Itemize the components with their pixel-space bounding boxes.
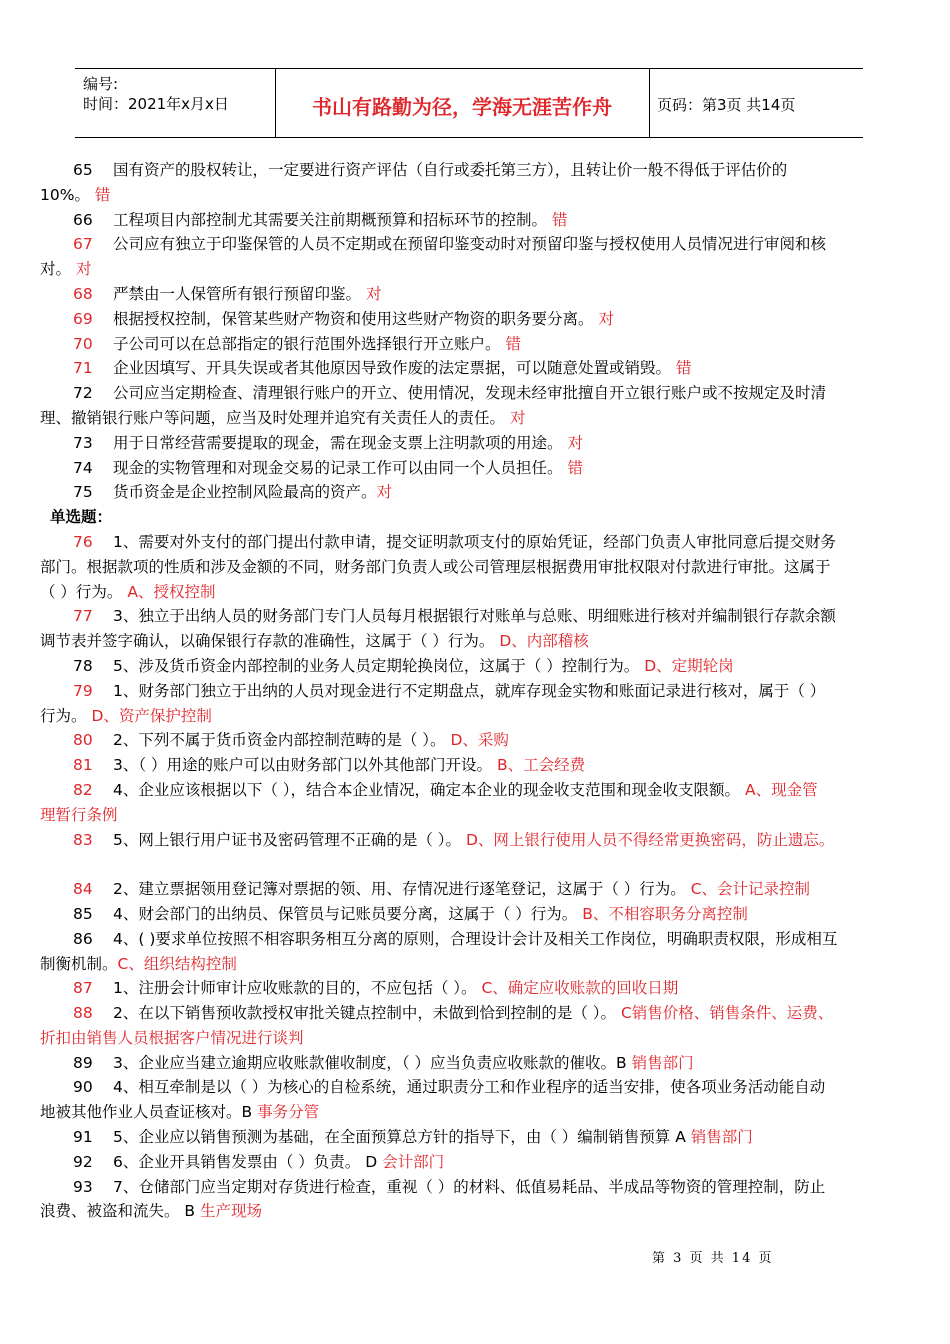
question-text: 制衡机制。 [40, 954, 118, 973]
question-number: 89 [73, 1053, 93, 1072]
question-text: 4、企业应该根据以下（ ），结合本企业情况，确定本企业的现金收支范围和现金收支限额。 [113, 780, 745, 799]
question-number: 76 [73, 532, 93, 551]
question-number: 84 [73, 880, 93, 899]
answer-text: B、不相容职务分离控制 [582, 904, 748, 923]
question-line [40, 679, 910, 704]
answer-text: 折扣由销售人员根据客户情况进行谈判 [40, 1028, 304, 1047]
question-line [40, 431, 910, 456]
question-line [40, 877, 910, 902]
question-continuation [40, 580, 910, 605]
question-number: 65 [73, 161, 93, 179]
answer-text: 销售部门 [690, 1128, 753, 1147]
question-text: 3、独立于出纳人员的财务部门专门人员每月根据银行对账单与总账、明细账进行核对并编制银行存款余额 [113, 607, 836, 626]
question-text: 3、企业应当建立逾期应收账款催收制度，（ ）应当负责应收账款的催收。B [113, 1053, 632, 1072]
answer-text: A、授权控制 [127, 582, 216, 601]
question-number: 72 [73, 384, 93, 403]
question-continuation [40, 555, 910, 580]
question-text: 现金的实物管理和对现金交易的记录工作可以由同一个人员担任。 [113, 458, 568, 477]
question-continuation [40, 1026, 910, 1051]
question-text: 10%。 [40, 185, 95, 204]
answer-text: 对 [567, 433, 583, 452]
question-line [40, 728, 910, 753]
question-line [40, 307, 910, 332]
question-number: 79 [73, 681, 93, 700]
answer-text: C销售价格、销售条件、运费、 [620, 1004, 834, 1023]
question-text: 1、财务部门独立于出纳的人员对现金进行不定期盘点，就库存现金实物和账面记录进行核对，属于（ ） [113, 681, 826, 700]
question-line [40, 604, 910, 629]
answer-text: 对 [365, 284, 382, 303]
question-text: 调节表并签字确认，以确保银行存款的准确性，这属于（ ）行为。 [40, 632, 500, 651]
header-info-cell [75, 69, 276, 137]
question-number: 88 [73, 1004, 93, 1023]
answer-text: 会计部门 [382, 1152, 445, 1171]
question-continuation [40, 629, 910, 654]
answer-text: D、资产保护控制 [91, 706, 212, 725]
question-text: 严禁由一人保管所有银行预留印鉴。 [113, 284, 366, 303]
question-line [40, 332, 910, 357]
answer-text: D、网上银行使用人员不得经常更换密码，防止遗忘。 [465, 830, 835, 849]
question-number: 85 [73, 904, 93, 923]
question-number: 68 [73, 284, 93, 303]
question-text: 1、需要对外支付的部门提出付款申请，提交证明款项支付的原始凭证，经部门负责人审批同意后提交财务 [113, 532, 836, 551]
question-text: 1、注册会计师审计应收账款的目的，不应包括（ ）。 [113, 979, 482, 998]
page-footer: 第 3 页 共 14 页 [652, 1251, 774, 1266]
question-continuation [40, 406, 910, 431]
question-line [40, 654, 910, 679]
answer-text: D、采购 [450, 731, 509, 750]
question-line [40, 828, 910, 853]
question-text: 企业因填写、开具失误或者其他原因导致作废的法定票据，可以随意处置或销毁。 [113, 359, 676, 378]
question-continuation [40, 952, 910, 977]
question-text: 货币资金是企业控制风险最高的资产。 [113, 483, 377, 502]
answer-text: D、定期轮岗 [644, 656, 734, 675]
question-line [40, 356, 910, 381]
question-text: 4、财会部门的出纳员、保管员与记账员要分离，这属于（ ）行为。 [113, 904, 583, 923]
question-text: 行为。 [40, 706, 92, 725]
answer-text: 错 [551, 210, 568, 229]
question-text: 对。 [40, 260, 76, 279]
question-number: 86 [73, 929, 93, 948]
question-line [40, 1001, 910, 1026]
question-text: 部门。根据款项的性质和涉及金额的不同，财务部门负责人或公司管理层根据费用审批权限对付款进行审批。这属于 [40, 557, 831, 576]
question-line [40, 282, 910, 307]
question-number: 82 [73, 780, 93, 799]
question-line [40, 778, 910, 803]
answer-text: 理暂行条例 [40, 805, 118, 824]
question-text: 用于日常经营需要提取的现金，需在现金支票上注明款项的用途。 [113, 433, 568, 452]
answer-text: B、工会经费 [496, 756, 586, 775]
header-motto-cell [275, 69, 650, 137]
blank-line [40, 852, 910, 877]
question-line [40, 902, 910, 927]
question-number: 83 [73, 830, 93, 849]
question-text: 4、相互牵制是以（ ）为核心的自检系统，通过职责分工和作业程序的适当安排，使各项业务活动能自动 [113, 1078, 826, 1097]
question-number: 80 [73, 731, 93, 750]
question-line [40, 381, 910, 406]
question-text: 国有资产的股权转让，一定要进行资产评估（自行或委托第三方），且转让价一般不得低于评估价的 [113, 161, 788, 179]
answer-text: 错 [505, 334, 521, 353]
document-time-label: 时间：2021年x月x日 [83, 95, 229, 113]
answer-text: C、组织结构控制 [117, 954, 237, 973]
answer-text: C、确定应收账款的回收日期 [481, 979, 679, 998]
answer-text: 错 [567, 458, 583, 477]
question-number: 78 [73, 656, 93, 675]
question-line [40, 1051, 910, 1076]
question-text: （ ）行为。 [40, 582, 128, 601]
question-number: 70 [73, 334, 93, 353]
question-continuation [40, 1100, 910, 1125]
question-text: 5、网上银行用户证书及密码管理不正确的是（ ）。 [113, 830, 466, 849]
question-number: 74 [73, 458, 93, 477]
question-line [40, 456, 910, 481]
question-text: 工程项目内部控制尤其需要关注前期概预算和招标环节的控制。 [113, 210, 552, 229]
question-line [40, 1075, 910, 1100]
question-line [40, 480, 910, 505]
question-number: 71 [73, 359, 93, 378]
question-continuation [40, 803, 910, 828]
question-line [40, 1125, 910, 1150]
question-line [40, 232, 910, 257]
question-number: 92 [73, 1152, 93, 1171]
answer-text: 错 [94, 185, 111, 204]
question-line [40, 976, 910, 1001]
answer-text: 对 [509, 408, 526, 427]
question-text: 根据授权控制，保管某些财产物资和使用这些财产物资的职务要分离。 [113, 309, 599, 328]
question-continuation [40, 257, 910, 282]
question-number: 73 [73, 433, 93, 452]
question-line [40, 158, 910, 183]
answer-text: 对 [376, 483, 393, 502]
question-continuation [40, 183, 910, 208]
question-number: 75 [73, 483, 93, 502]
answer-text: 对 [598, 309, 614, 328]
answer-text: C、会计记录控制 [690, 880, 811, 899]
question-number: 87 [73, 979, 93, 998]
question-number: 77 [73, 607, 93, 626]
question-text: 5、涉及货币资金内部控制的业务人员定期轮换岗位，这属于（ ）控制行为。 [113, 656, 645, 675]
document-number-label: 编号: [83, 75, 119, 93]
question-line [40, 1150, 910, 1175]
question-text: 公司应有独立于印鉴保管的人员不定期或在预留印鉴变动时对预留印鉴与授权使用人员情况进行审阅和核 [113, 235, 827, 254]
question-text: 7、仓储部门应当定期对存货进行检查，重视（ ）的材料、低值易耗品、半成品等物资的管理控制，防止 [113, 1177, 826, 1196]
section-heading: 单选题： [50, 508, 113, 527]
question-text: 2、在以下销售预收款授权审批关键点控制中，未做到恰到控制的是（ ）。 [113, 1004, 621, 1023]
question-number: 91 [73, 1128, 93, 1147]
page-header [75, 68, 863, 138]
question-text: 理、撤销银行账户等问题，应当及时处理并追究有关责任人的责任。 [40, 408, 510, 427]
answer-text: A、现金管 [744, 780, 818, 799]
question-continuation [40, 704, 910, 729]
question-text: 6、企业开具销售发票由（ ）负责。 D [113, 1152, 383, 1171]
question-text: 2、建立票据领用登记簿对票据的领、用、存情况进行逐笔登记，这属于（ ）行为。 [113, 880, 691, 899]
question-number: 90 [73, 1078, 93, 1097]
question-number: 66 [73, 210, 93, 229]
answer-text: D、内部稽核 [499, 632, 589, 651]
question-continuation [40, 1199, 910, 1224]
question-line [40, 208, 910, 233]
question-line [40, 1175, 910, 1200]
question-text: 2、下列不属于货币资金内部控制范畴的是（ ）。 [113, 731, 451, 750]
answer-text: 生产现场 [200, 1202, 263, 1221]
answer-text: 销售部门 [631, 1053, 694, 1072]
question-number: 69 [73, 309, 93, 328]
header-page-cell [649, 69, 863, 137]
question-number: 67 [73, 235, 93, 254]
answer-text: 错 [675, 359, 692, 378]
header-motto: 书山有路勤为径，学海无涯苦作舟 [312, 95, 612, 119]
question-text: 4、( )要求单位按照不相容职务相互分离的原则，合理设计会计及相关工作岗位，明确职责权限，形成相互 [113, 929, 838, 948]
question-text: 浪费、被盗和流失。 B [40, 1202, 200, 1221]
header-page-info: 页码：第3页 共14页 [657, 96, 796, 114]
question-line [40, 530, 910, 555]
question-text: 公司应当定期检查、清理银行账户的开立、使用情况，发现未经审批擅自开立银行账户或不按规定及时清 [113, 384, 827, 403]
question-number: 81 [73, 756, 93, 775]
question-text: 3、（ ）用途的账户可以由财务部门以外其他部门开设。 [113, 756, 497, 775]
question-text: 子公司可以在总部指定的银行范围外选择银行开立账户。 [113, 334, 506, 353]
question-list [40, 158, 910, 1224]
question-text: 5、企业应以销售预测为基础，在全面预算总方针的指导下，由（ ）编制销售预算 A [113, 1128, 691, 1147]
question-line [40, 753, 910, 778]
question-line [40, 927, 910, 952]
answer-text: 对 [75, 260, 92, 279]
answer-text: 事务分管 [257, 1103, 320, 1122]
question-text: 地被其他作业人员查证核对。B [40, 1103, 258, 1122]
question-number: 93 [73, 1177, 93, 1196]
